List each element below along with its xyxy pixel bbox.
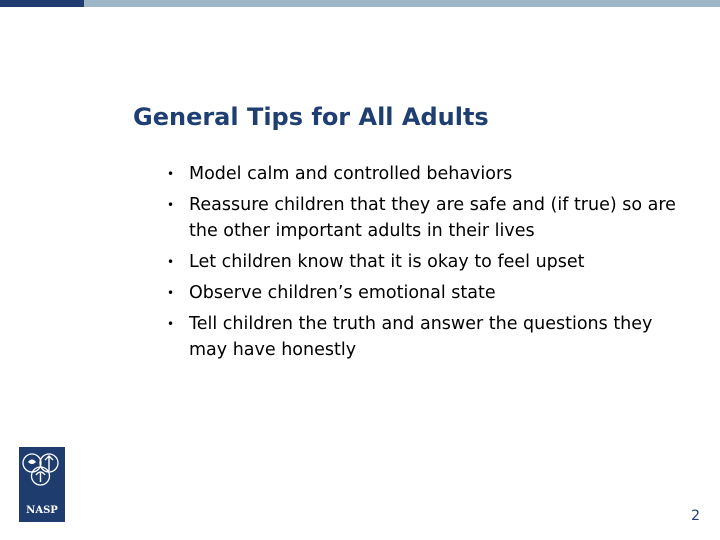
bullet-item — [167, 161, 687, 187]
bullet-item — [167, 280, 687, 306]
bullet-marker: • — [167, 317, 175, 331]
top-accent-bar — [0, 0, 720, 7]
page-number: 2 — [691, 508, 700, 524]
top-accent-bar-dark-segment — [0, 0, 84, 7]
bullet-text: Let children know that it is okay to feel upset — [189, 252, 585, 272]
bullet-item — [167, 311, 687, 363]
bullet-item — [167, 249, 687, 275]
bullet-item — [167, 192, 687, 244]
bullet-text: Observe children’s emotional state — [189, 283, 496, 303]
bullet-list — [167, 161, 687, 368]
bullet-marker: • — [167, 198, 175, 212]
bullet-text: Model calm and controlled behaviors — [189, 164, 513, 184]
bullet-marker: • — [167, 255, 175, 269]
slide-title: General Tips for All Adults — [133, 103, 489, 131]
nasp-logo-icon — [19, 447, 65, 522]
bullet-text: Reassure children that they are safe and (if true) so are the other important adults in their lives — [189, 195, 676, 241]
bullet-marker: • — [167, 286, 175, 300]
bullet-text: Tell children the truth and answer the questions they may have honestly — [189, 314, 653, 360]
logo-text: NASP — [26, 505, 58, 516]
bullet-marker: • — [167, 167, 175, 181]
